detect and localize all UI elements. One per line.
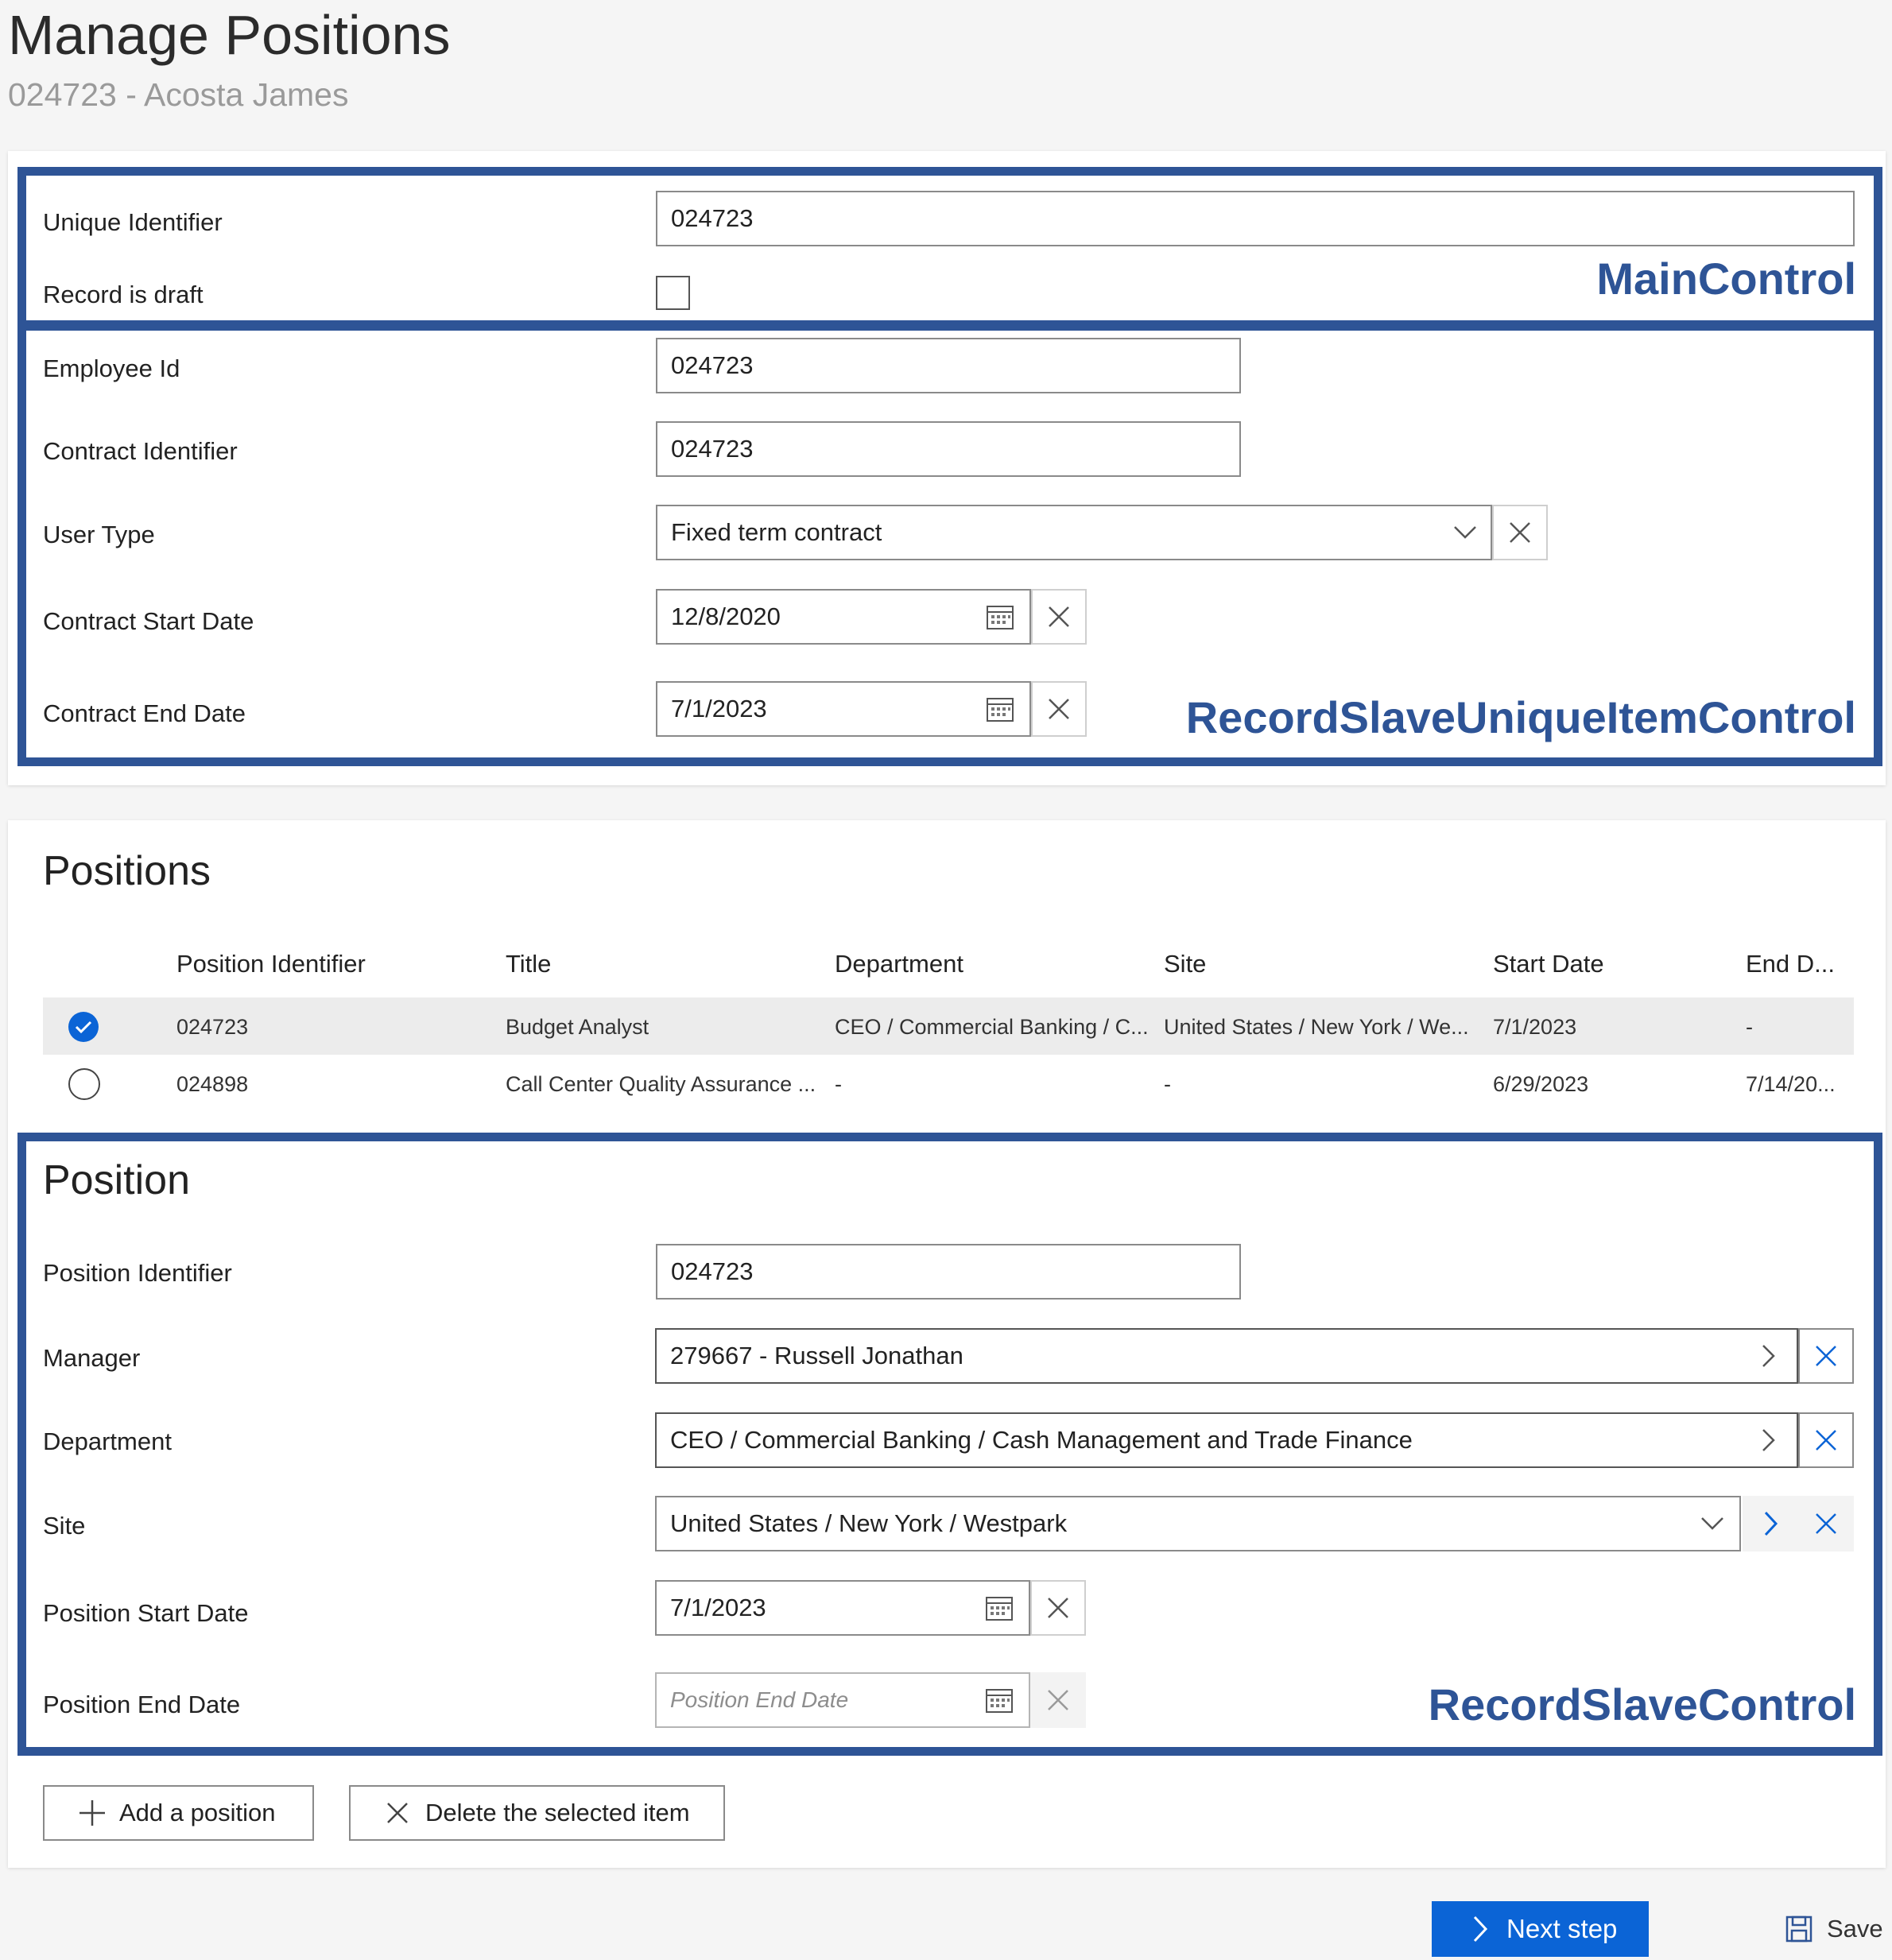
cell-position-identifier: 024898: [176, 1072, 249, 1096]
contract-start-date-label: Contract Start Date: [43, 607, 254, 635]
column-header-start-date[interactable]: Start Date: [1493, 950, 1604, 978]
position-start-date-clear-button[interactable]: [1030, 1580, 1086, 1636]
chevron-down-icon[interactable]: [1696, 1508, 1728, 1540]
position-heading: Position: [43, 1157, 190, 1203]
close-icon: [1508, 521, 1532, 544]
contract-identifier-label: Contract Identifier: [43, 437, 238, 465]
department-label: Department: [43, 1427, 172, 1455]
cell-position-identifier: 024723: [176, 1015, 249, 1039]
manager-clear-button[interactable]: [1798, 1328, 1854, 1384]
row-radio[interactable]: [68, 1068, 100, 1100]
site-open-button[interactable]: [1743, 1496, 1798, 1551]
close-icon: [1046, 1688, 1070, 1712]
contract-start-date-clear-button[interactable]: [1031, 589, 1087, 645]
cell-end-date: -: [1746, 1015, 1753, 1039]
column-header-position-identifier[interactable]: Position Identifier: [176, 950, 366, 978]
cell-site: United States / New York / We...: [1164, 1015, 1469, 1039]
position-identifier-input[interactable]: 024723: [656, 1244, 1241, 1300]
position-start-date-label: Position Start Date: [43, 1599, 249, 1627]
close-icon: [1047, 605, 1071, 629]
site-value: United States / New York / Westpark: [670, 1509, 1068, 1537]
save-icon: [1785, 1915, 1813, 1943]
unique-identifier-label: Unique Identifier: [43, 208, 223, 236]
chevron-right-icon[interactable]: [1752, 1424, 1784, 1456]
close-icon: [1047, 697, 1071, 721]
close-icon: [1814, 1512, 1838, 1536]
close-icon: [1814, 1428, 1838, 1452]
save-button[interactable]: [1785, 1909, 1889, 1949]
column-header-site[interactable]: Site: [1164, 950, 1207, 978]
user-type-value: Fixed term contract: [671, 518, 882, 546]
check-icon: [75, 1020, 92, 1034]
save-label: Save: [1827, 1915, 1883, 1943]
close-icon: [1046, 1596, 1070, 1620]
user-type-label: User Type: [43, 521, 155, 548]
main-control-annotation: MainControl: [1596, 254, 1856, 304]
position-end-date-clear-button[interactable]: [1030, 1672, 1086, 1728]
contract-end-date-clear-button[interactable]: [1031, 681, 1087, 737]
position-end-date-label: Position End Date: [43, 1691, 241, 1718]
close-icon: [386, 1801, 409, 1825]
column-header-end-date[interactable]: End D...: [1746, 950, 1835, 978]
next-step-button[interactable]: [1432, 1901, 1649, 1957]
page-subtitle: 024723 - Acosta James: [8, 76, 349, 113]
cell-department: CEO / Commercial Banking / C...: [835, 1015, 1149, 1039]
record-is-draft-label: Record is draft: [43, 281, 204, 308]
contract-end-date-label: Contract End Date: [43, 699, 246, 727]
row-radio-selected[interactable]: [68, 1012, 99, 1042]
site-label: Site: [43, 1512, 86, 1540]
chevron-right-icon: [1471, 1915, 1489, 1943]
chevron-down-icon[interactable]: [1449, 517, 1481, 548]
manager-input[interactable]: [655, 1328, 1798, 1384]
calendar-icon[interactable]: [983, 1684, 1015, 1716]
user-type-select[interactable]: [656, 505, 1492, 560]
chevron-right-icon[interactable]: [1752, 1340, 1784, 1372]
delete-selected-label: Delete the selected item: [425, 1799, 690, 1826]
page-title: Manage Positions: [8, 4, 451, 66]
add-position-button[interactable]: [43, 1785, 314, 1841]
employee-id-label: Employee Id: [43, 354, 180, 382]
calendar-icon[interactable]: [984, 693, 1016, 725]
cell-site: -: [1164, 1072, 1171, 1096]
column-header-department[interactable]: Department: [835, 950, 963, 978]
cell-start-date: 6/29/2023: [1493, 1072, 1589, 1096]
close-icon: [1814, 1344, 1838, 1368]
next-step-label: Next step: [1506, 1914, 1618, 1943]
manager-label: Manager: [43, 1344, 141, 1372]
cell-department: -: [835, 1072, 842, 1096]
cell-title: Budget Analyst: [506, 1015, 649, 1039]
chevron-right-icon: [1762, 1510, 1778, 1537]
column-header-title[interactable]: Title: [506, 950, 552, 978]
cell-start-date: 7/1/2023: [1493, 1015, 1577, 1039]
positions-heading: Positions: [43, 848, 211, 894]
calendar-icon[interactable]: [983, 1592, 1015, 1624]
department-input[interactable]: [655, 1412, 1798, 1468]
cell-end-date: 7/14/20...: [1746, 1072, 1836, 1096]
add-position-label: Add a position: [119, 1799, 276, 1826]
manager-value: 279667 - Russell Jonathan: [670, 1342, 963, 1369]
contract-end-date-input[interactable]: 7/1/2023: [656, 681, 1031, 737]
site-select[interactable]: [655, 1496, 1741, 1551]
position-end-date-placeholder: Position End Date: [670, 1687, 849, 1712]
contract-start-date-input[interactable]: 12/8/2020: [656, 589, 1031, 645]
position-end-date-input[interactable]: [655, 1672, 1030, 1728]
department-clear-button[interactable]: [1798, 1412, 1854, 1468]
user-type-clear-button[interactable]: [1492, 505, 1548, 560]
contract-identifier-input[interactable]: 024723: [656, 421, 1241, 477]
record-slave-annotation: RecordSlaveControl: [1428, 1679, 1856, 1730]
site-clear-button[interactable]: [1798, 1496, 1854, 1551]
record-is-draft-checkbox[interactable]: [656, 276, 690, 310]
record-slave-unique-annotation: RecordSlaveUniqueItemControl: [1185, 692, 1856, 742]
unique-identifier-input[interactable]: 024723: [656, 191, 1855, 246]
position-identifier-label: Position Identifier: [43, 1259, 232, 1287]
department-value: CEO / Commercial Banking / Cash Management and Trade Finance: [670, 1426, 1413, 1454]
cell-title: Call Center Quality Assurance ...: [506, 1072, 816, 1096]
delete-selected-button[interactable]: [349, 1785, 725, 1841]
position-start-date-input[interactable]: 7/1/2023: [655, 1580, 1030, 1636]
calendar-icon[interactable]: [984, 601, 1016, 633]
employee-id-input[interactable]: 024723: [656, 338, 1241, 393]
plus-icon: [78, 1799, 107, 1827]
